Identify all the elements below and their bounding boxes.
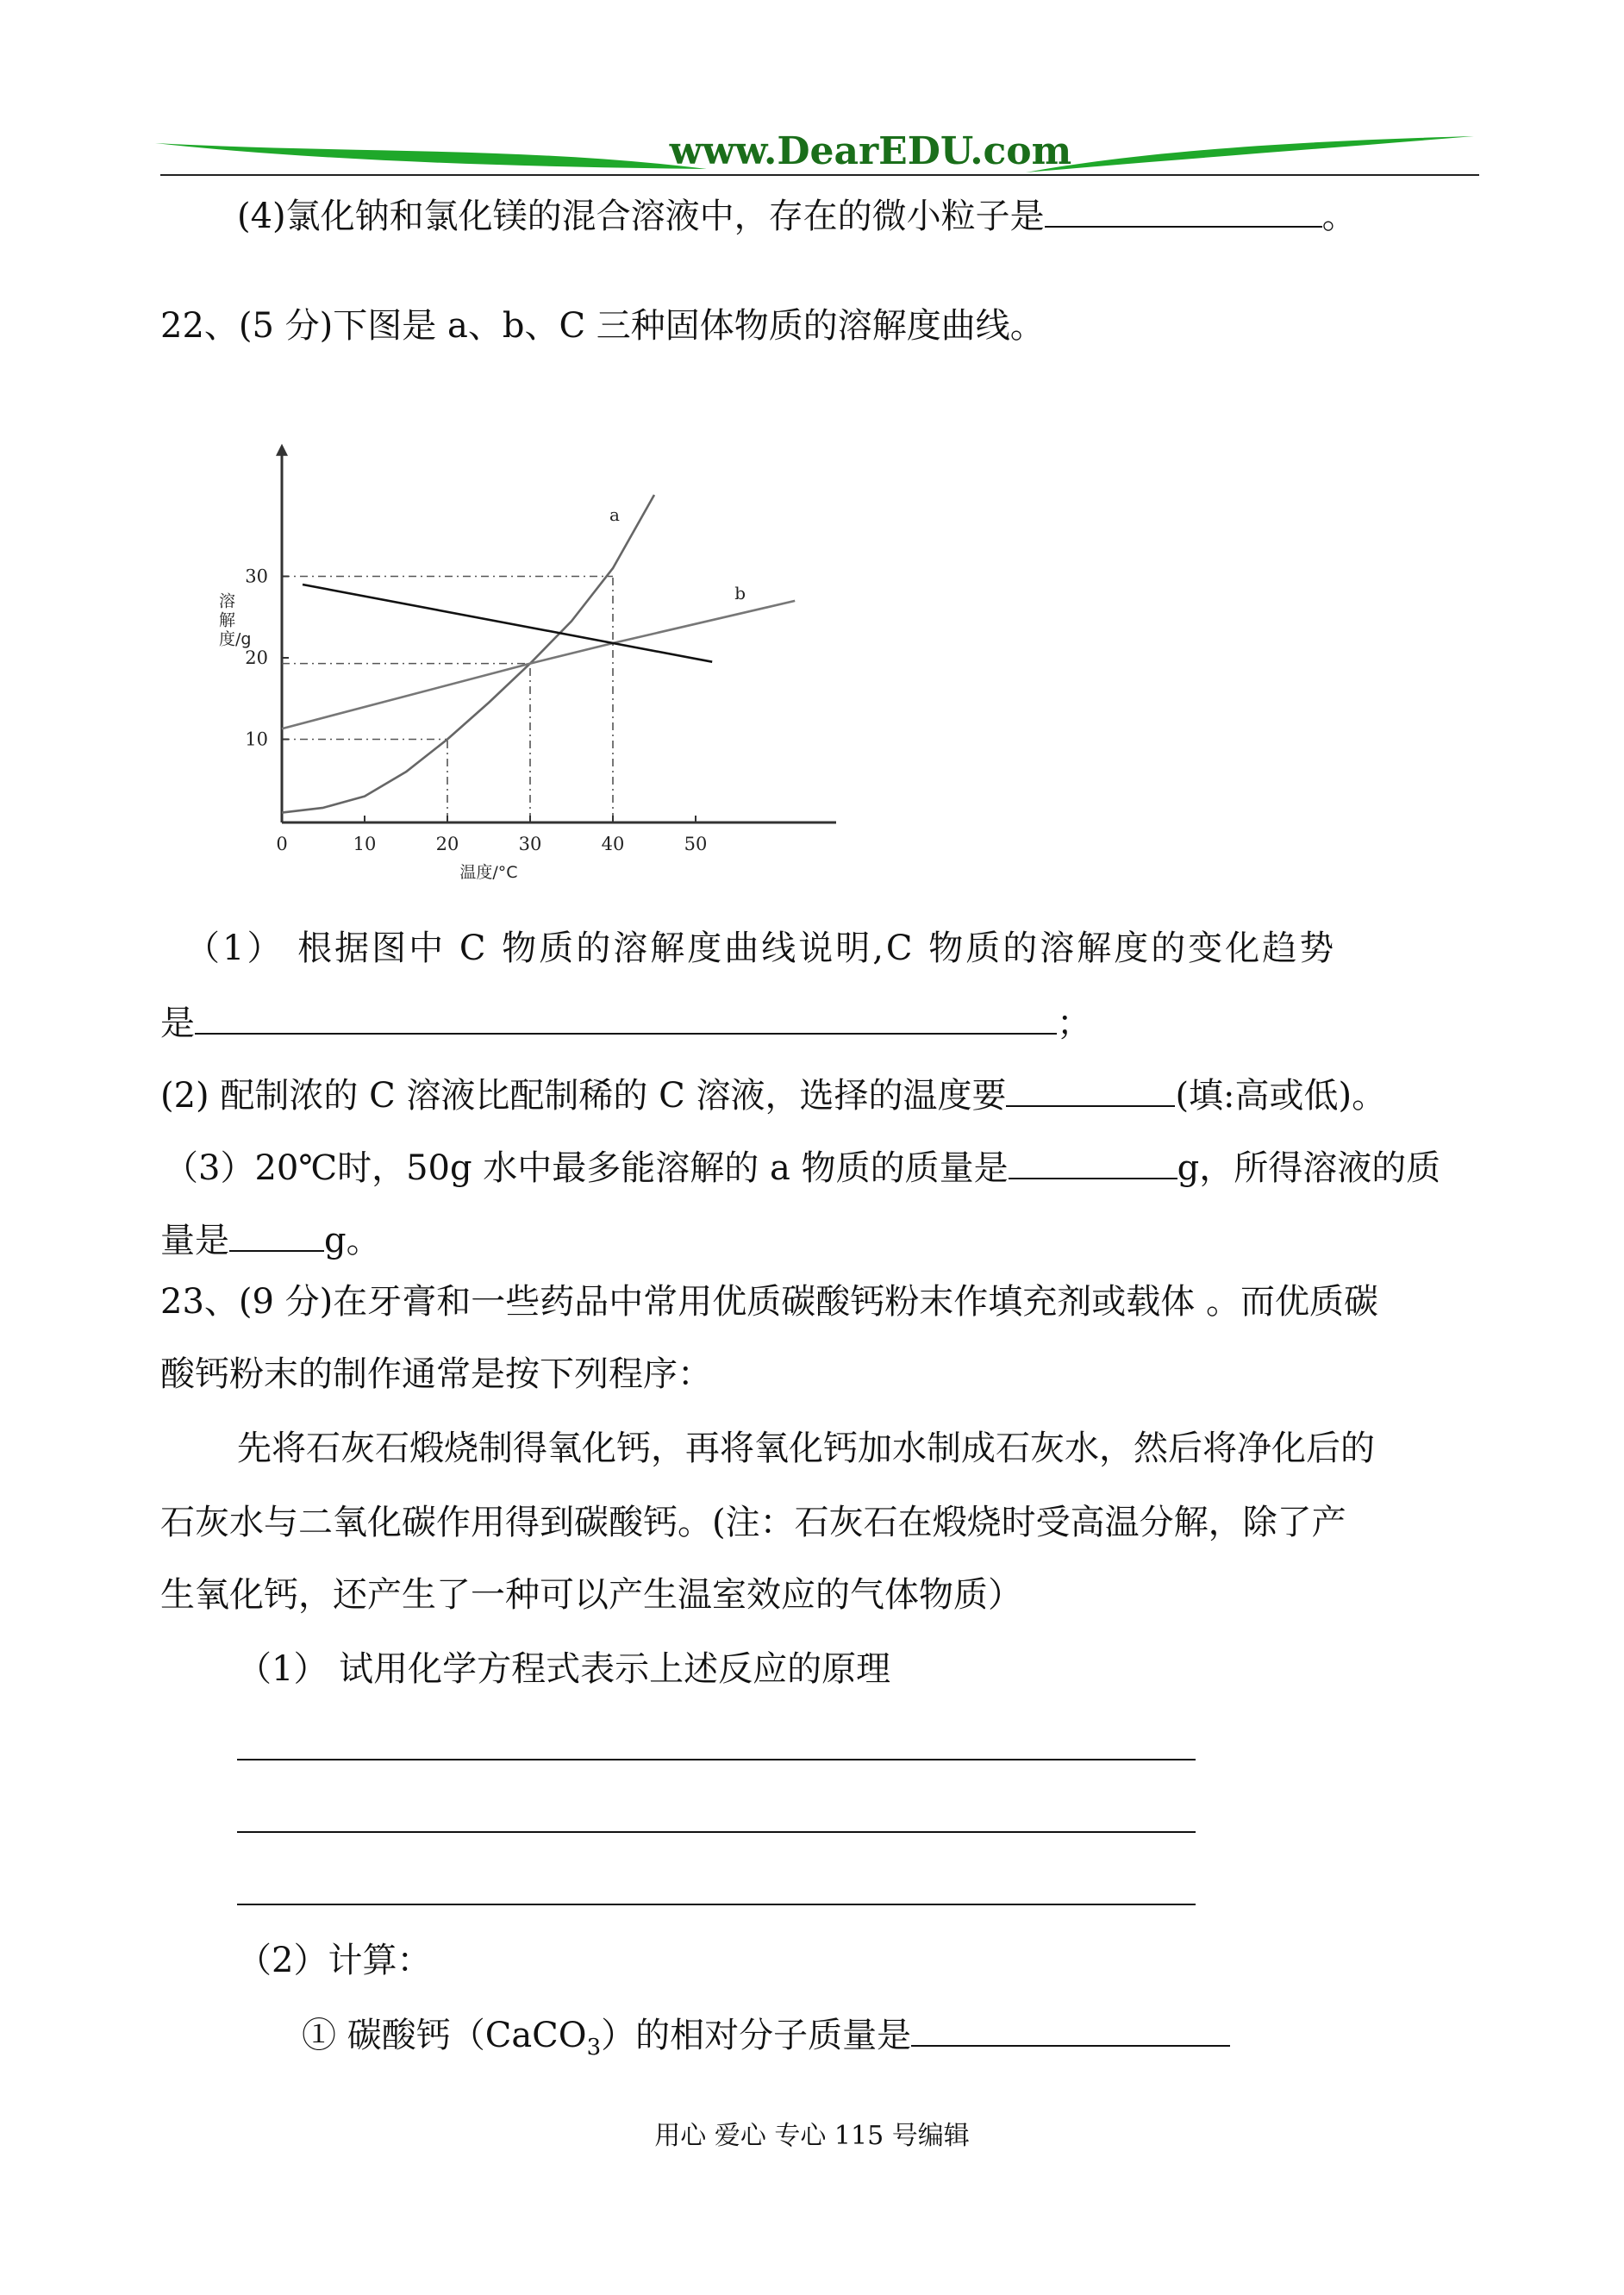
q23-para-c: 生氧化钙，还产生了一种可以产生温室效应的气体物质） bbox=[160, 1575, 1022, 1615]
site-name: www.DearEDU.com bbox=[669, 129, 1072, 173]
q22-part1-line-a: （1） 根据图中 C 物质的溶解度曲线说明,C 物质的溶解度的变化趋势 bbox=[185, 929, 1337, 968]
header-logo bbox=[155, 128, 1474, 176]
x-tick-label-30: 30 bbox=[518, 834, 542, 854]
series-label-b: b bbox=[734, 582, 746, 603]
x-tick-label-40: 40 bbox=[601, 834, 625, 854]
x-tick-label-50: 50 bbox=[684, 834, 708, 854]
q22-part1-end: ； bbox=[1057, 1004, 1091, 1043]
q22-part1-lead: 是 bbox=[160, 1004, 195, 1043]
chart-ticks bbox=[245, 566, 707, 855]
logo-swoosh-left bbox=[155, 143, 707, 169]
q22-part3-end: g。 bbox=[324, 1221, 381, 1260]
q22-part3-line-a bbox=[164, 1147, 1440, 1189]
q22-part2-text: (2) 配制浓的 C 溶液比配制稀的 C 溶液，选择的温度要 bbox=[160, 1076, 1007, 1116]
q22-part3-line-b bbox=[160, 1219, 381, 1261]
q22-part3-mid: g，所得溶液的质 bbox=[1177, 1148, 1441, 1188]
q23-para-a: 先将石灰石煅烧制得氧化钙，再将氧化钙加水制成石灰水，然后将净化后的 bbox=[237, 1429, 1375, 1468]
q21-part4-text: (4)氯化钠和氯化镁的混合溶液中，存在的微小粒子是 bbox=[237, 197, 1045, 236]
q21-part4-end: 。 bbox=[1321, 197, 1357, 236]
q22-part3-blank-a[interactable] bbox=[1009, 1147, 1177, 1179]
q22-part1-blank[interactable] bbox=[195, 1002, 1057, 1035]
q23-part2: （2）计算： bbox=[237, 1941, 432, 1980]
q23-part2-item1 bbox=[302, 2014, 1230, 2068]
series-line-a bbox=[282, 495, 654, 813]
x-tick-label-0: 0 bbox=[276, 834, 288, 854]
logo-swoosh-right bbox=[1026, 136, 1474, 172]
footer: 用心 爱心 专心 115 号编辑 bbox=[654, 2121, 970, 2151]
q22-part2-line bbox=[160, 1074, 1386, 1116]
x-tick-label-20: 20 bbox=[435, 834, 459, 854]
series-line-c bbox=[303, 585, 712, 662]
q22-title: 22、(5 分)下图是 a、b、C 三种固体物质的溶解度曲线。 bbox=[160, 306, 1045, 346]
header-rule bbox=[160, 174, 1479, 176]
y-axis-arrow bbox=[276, 444, 288, 456]
q22-part3-lead: 量是 bbox=[160, 1221, 229, 1260]
y-tick-label-20: 20 bbox=[245, 647, 268, 668]
q23-part1: （1） 试用化学方程式表示上述反应的原理 bbox=[237, 1649, 891, 1689]
y-tick-label-30: 30 bbox=[245, 566, 268, 587]
solubility-chart bbox=[198, 431, 836, 897]
q23-para-b: 石灰水与二氧化碳作用得到碳酸钙。(注：石灰石在煅烧时受高温分解，除了产 bbox=[160, 1503, 1346, 1542]
q22-part3-blank-b[interactable] bbox=[229, 1219, 324, 1252]
q23-part2-item1-sub: 3 bbox=[586, 2035, 602, 2060]
x-axis-label: 温度/°C bbox=[459, 863, 518, 882]
q22-part2-blank[interactable] bbox=[1006, 1074, 1175, 1107]
q23-part2-item1-blank[interactable] bbox=[911, 2014, 1230, 2047]
q23-answer-line-3[interactable] bbox=[237, 1904, 1196, 1905]
q23-title-b: 酸钙粉末的制作通常是按下列程序： bbox=[160, 1354, 712, 1394]
q23-part2-item1-text-b: ）的相对分子质量是 bbox=[601, 2016, 912, 2055]
q22-part3-text: （3）20℃时，50g 水中最多能溶解的 a 物质的质量是 bbox=[164, 1148, 1009, 1188]
q23-part2-item1-text: ① 碳酸钙（CaCO bbox=[302, 2016, 587, 2055]
q23-answer-line-2[interactable] bbox=[237, 1831, 1196, 1833]
chart-labels bbox=[219, 504, 746, 882]
q23-answer-line-1[interactable] bbox=[237, 1759, 1196, 1760]
series-line-b bbox=[282, 601, 795, 729]
q23-title-a: 23、(9 分)在牙膏和一些药品中常用优质碳酸钙粉末作填充剂或载体 。而优质碳 bbox=[160, 1282, 1378, 1322]
x-tick-label-10: 10 bbox=[353, 834, 377, 854]
y-axis-label: 溶解度/g bbox=[219, 591, 252, 649]
q21-part4-blank[interactable] bbox=[1045, 195, 1322, 228]
q22-part2-end: (填:高或低)。 bbox=[1175, 1076, 1387, 1116]
y-tick-label-10: 10 bbox=[245, 729, 268, 750]
series-label-a: a bbox=[609, 504, 620, 525]
q22-part1-line-b bbox=[160, 1002, 1091, 1044]
chart-series bbox=[282, 495, 795, 813]
q21-part4-line bbox=[237, 195, 1357, 237]
